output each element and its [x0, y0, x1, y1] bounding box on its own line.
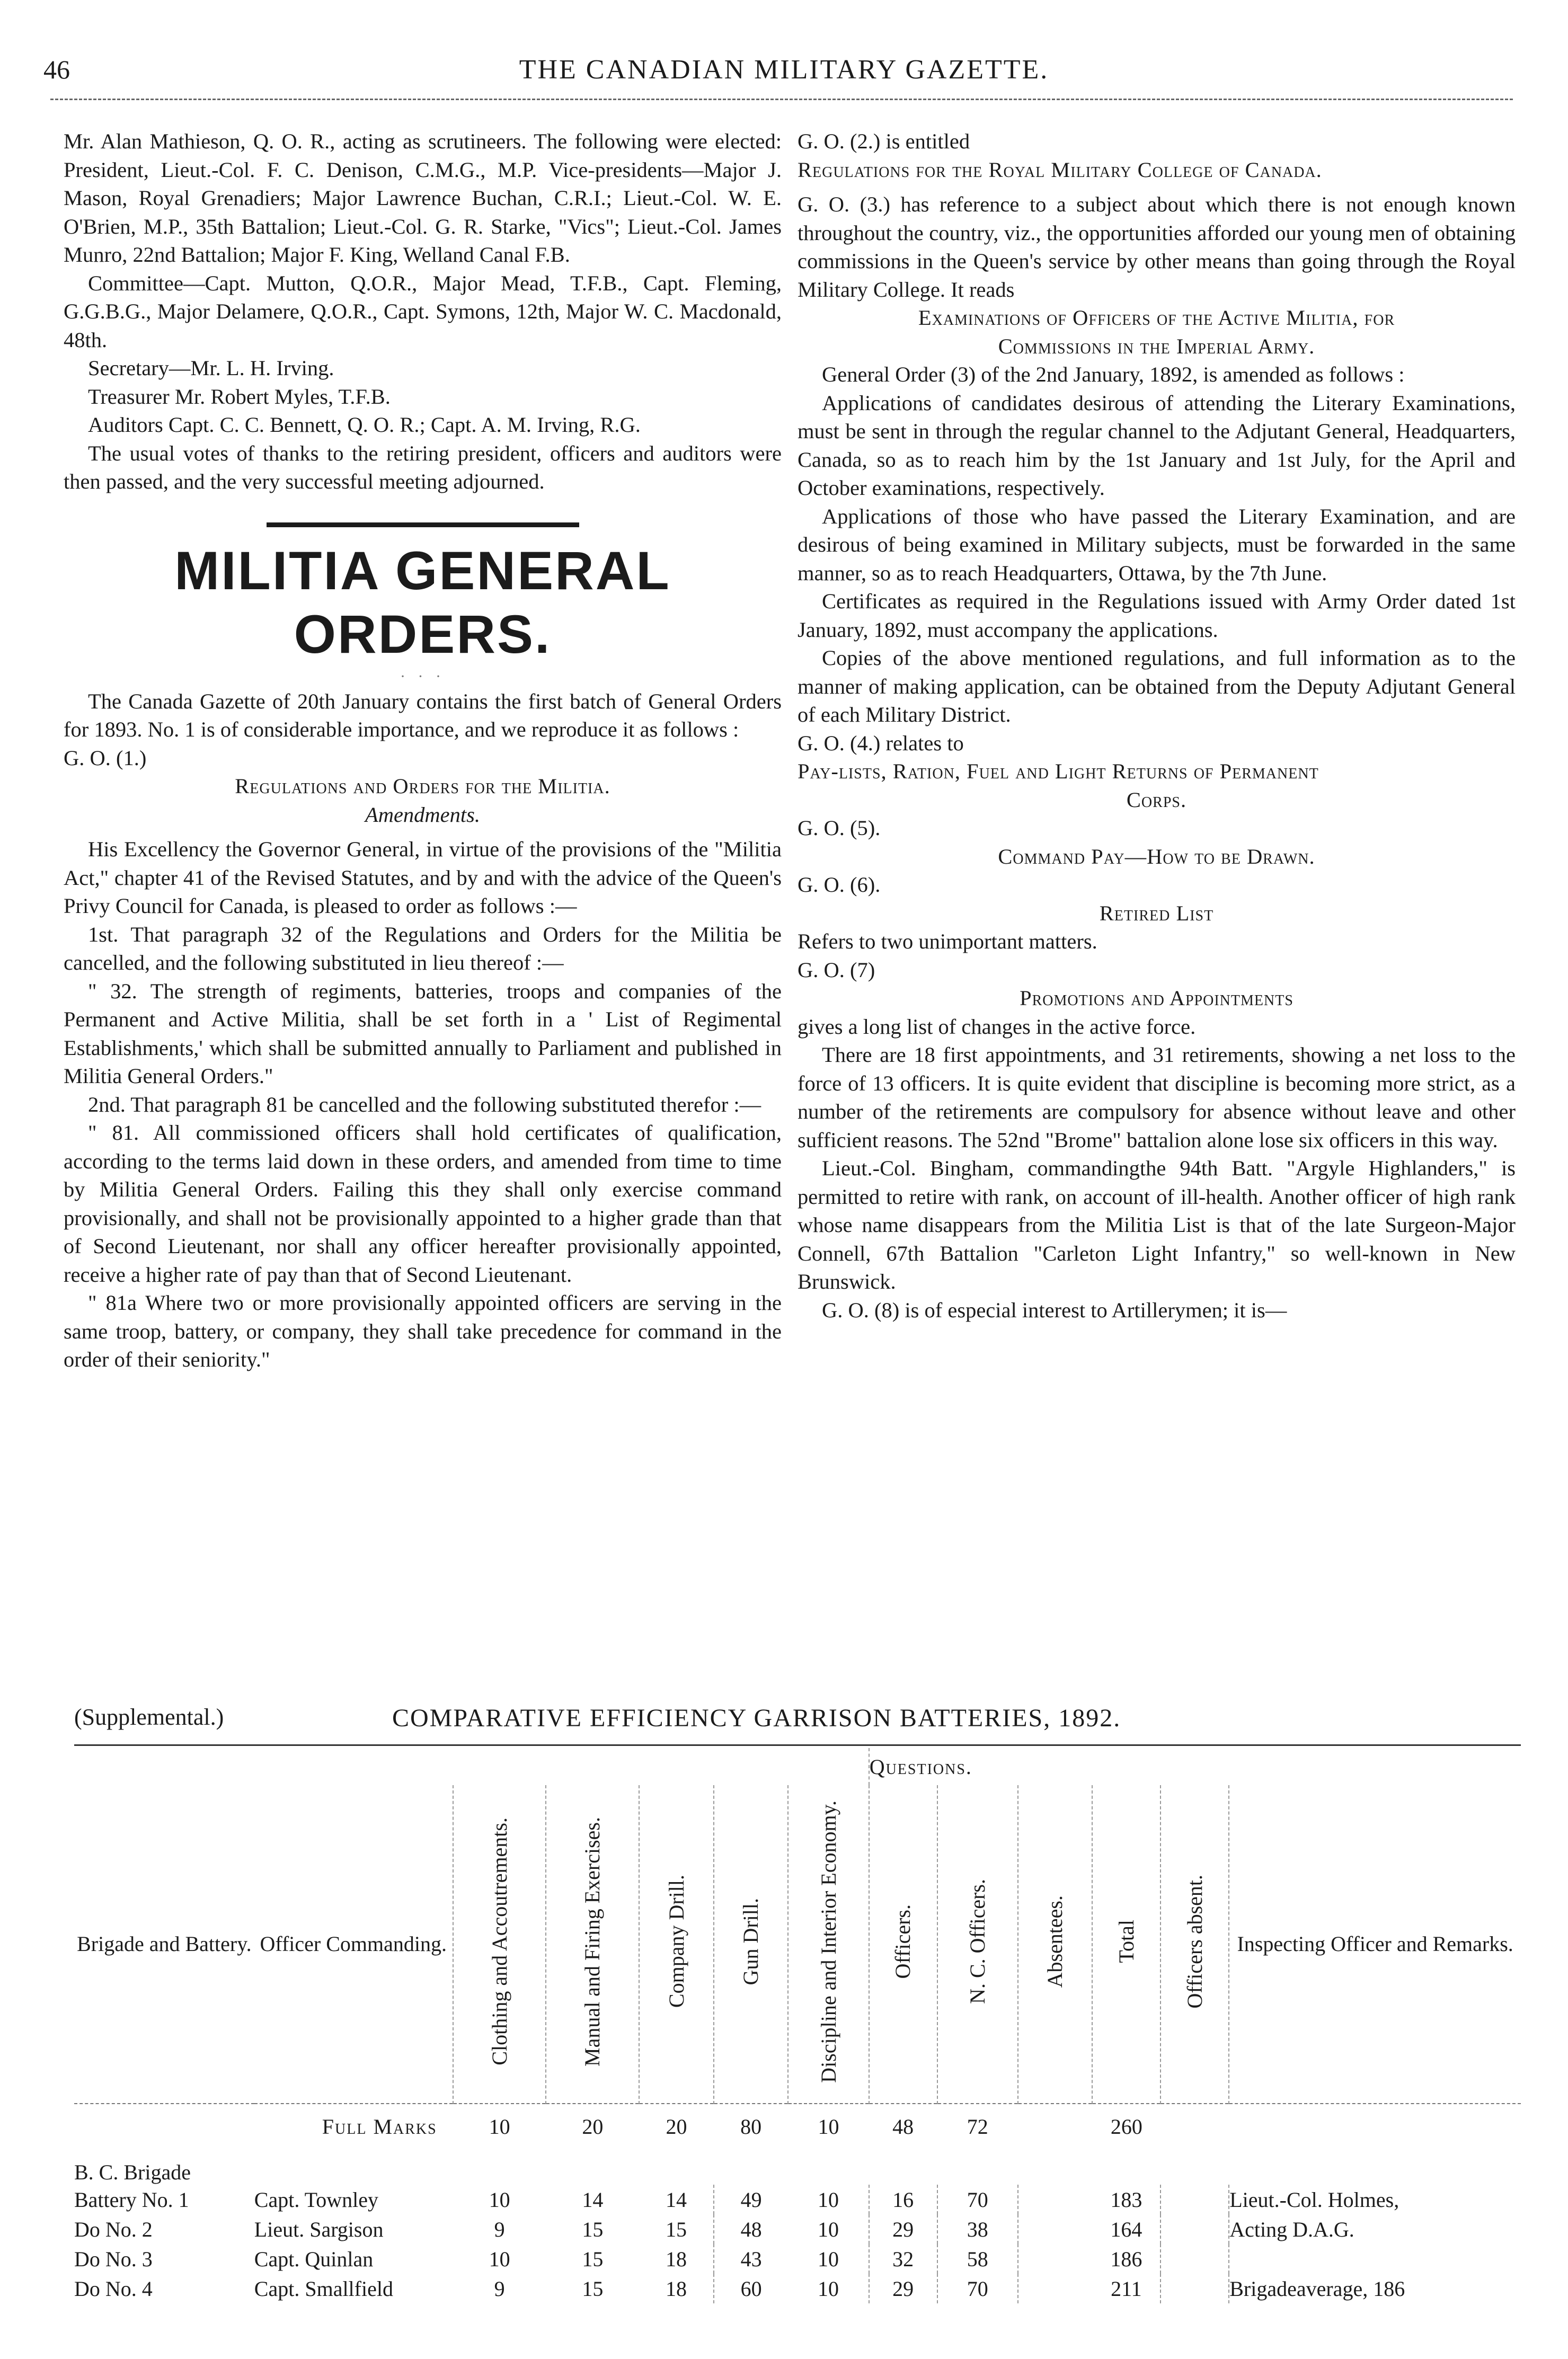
page-number: 46 — [43, 55, 70, 84]
table-cell-oa — [1161, 2185, 1229, 2214]
excellency-paragraph: His Excellency the Governor General, in virtue of the provisions of the "Militia Act," chapter 41 of the Revised Statutes, and by and with the advice of the Queen's Privy Council for Canada, is pleased to order as follows :— — [64, 837, 782, 918]
go3-title-line2: Commissions in the Imperial Army. — [998, 334, 1315, 358]
col-total: Total — [1092, 1785, 1161, 2104]
passed-paragraph: Applications of those who have passed the Literary Examination, and are desirous of being examined in Military subjects, must be forwarded in the same manner, so as to reach Headquarters, Ottawa, by the 7th June. — [798, 504, 1516, 585]
brigade-name: B. C. Brigade — [74, 2160, 191, 2184]
col-gun: Gun Drill. — [714, 1785, 789, 2104]
general-order-paragraph: General Order (3) of the 2nd January, 1892, is amended as follows : — [822, 362, 1405, 386]
table-caption — [0, 1704, 1568, 1741]
go7-title: Promotions and Appointments — [1020, 986, 1294, 1010]
go4-label: G. O. (4.) relates to — [798, 731, 964, 755]
go8-paragraph: G. O. (8) is of especial interest to Artillerymen; it is— — [822, 1298, 1287, 1322]
col-absentees: Absentees. — [1018, 1785, 1093, 2104]
table-cell-clothing: 9 — [494, 2276, 505, 2301]
table-header-row — [74, 1785, 1521, 2104]
table-cell-discipline: 10 — [818, 2217, 839, 2241]
go2-title: Regulations for the Royal Military College of Canada. — [798, 157, 1322, 182]
go1-subtitle: Amendments. — [365, 802, 481, 827]
col-manual: Manual and Firing Exercises. — [546, 1785, 639, 2104]
refers-line: Refers to two unimportant matters. — [798, 929, 1097, 953]
table-cell-total: 186 — [1110, 2247, 1142, 2271]
table-cell-company: 14 — [666, 2187, 687, 2212]
col-officers-absent: Officers absent. — [1161, 1785, 1229, 2104]
col-officers: Officers. — [869, 1785, 937, 2104]
table-cell-nco: 38 — [937, 2214, 1018, 2244]
second-paragraph: 2nd. That paragraph 81 be cancelled and the following substituted therefor :— — [88, 1092, 761, 1116]
table-cell-oa — [1161, 2214, 1229, 2244]
go3-paragraph: G. O. (3.) has reference to a subject about which there is not enough known throughout the country, viz., the opportunities afforded our young men of obtaining commissions in the Queen's service by other means than going through the Royal Military College. It reads — [798, 192, 1516, 301]
full-marks-cell: 20 — [582, 2114, 604, 2139]
applications-paragraph: Applications of candidates desirous of attending the Literary Examinations, must be sent in through the regular channel to the Adjutant General, Headquarters, Canada, so as to reach him by the 1st January and 1st July, for the April and October examinations, respectively. — [798, 391, 1516, 500]
table-cell-manual: 14 — [582, 2187, 604, 2212]
first-paragraph: 1st. That paragraph 32 of the Regulations and Orders for the Militia be cancelled, and the following substituted in lieu thereof :— — [64, 922, 782, 974]
table-cell-battery: Do No. 3 — [74, 2247, 153, 2271]
table-cell-total: 211 — [1111, 2276, 1142, 2301]
table-cell-officers: 29 — [869, 2214, 937, 2244]
go6-title: Retired List — [1099, 901, 1214, 925]
table-cell-nco: 70 — [937, 2185, 1018, 2214]
table-cell-remarks — [1229, 2244, 1521, 2274]
table-cell-abs — [1018, 2185, 1093, 2214]
table-row — [74, 2214, 1521, 2244]
table-cell-discipline: 10 — [818, 2187, 839, 2212]
full-marks-cell: 10 — [489, 2114, 510, 2139]
col-remarks: Inspecting Officer and Remarks. — [1229, 1785, 1521, 2104]
table-cell-battery: Battery No. 1 — [74, 2187, 189, 2212]
table-cell-total: 183 — [1110, 2187, 1142, 2212]
table-cell-officers: 29 — [869, 2274, 937, 2303]
supplemental-label: (Supplemental.) — [74, 1704, 224, 1730]
copies-paragraph: Copies of the above mentioned regulations, and full information as to the manner of making application, can be obtained from the Deputy Adjutant General of each Military District. — [798, 646, 1516, 726]
table-cell-gun: 48 — [714, 2214, 789, 2244]
para81a-quote: " 81a Where two or more provisionally appointed officers are serving in the same troop, battery, or company, they shall take precedence for command in the order of their seniority." — [64, 1291, 782, 1371]
table-cell-manual: 15 — [582, 2247, 604, 2271]
table-cell-oa — [1161, 2244, 1229, 2274]
bingham-paragraph: Lieut.-Col. Bingham, commandingthe 94th Batt. "Argyle Highlanders," is permitted to retire with rank, on account of ill-health. Another officer of high rank whose name disappears from the Militia List is that of the late Surgeon-Major Connell, 67th Battalion "Carleton Light Infantry," so well-known in New Brunswick. — [798, 1156, 1516, 1293]
questions-group-header: Questions. — [869, 1748, 1229, 1785]
table-row — [74, 2274, 1521, 2303]
secretary-line: Secretary—Mr. L. H. Irving. — [88, 356, 334, 380]
go3-title-line1: Examinations of Officers of the Active Militia, for — [918, 306, 1395, 330]
table-cell-officers: 16 — [869, 2185, 937, 2214]
committee-paragraph: Committee—Capt. Mutton, Q.O.R., Major Mead, T.F.B., Capt. Fleming, G.G.B.G., Major Delamere, Q.O.R., Capt. Symons, 12th, Major W. C. Macdonald, 48th. — [64, 271, 782, 352]
section-headline: MILITIA GENERAL ORDERS. — [174, 540, 671, 664]
full-marks-cell: 80 — [740, 2114, 762, 2139]
table-cell-officer: Capt. Smallfield — [254, 2276, 393, 2301]
go4-title-line2: Corps. — [1126, 787, 1187, 812]
table-cell-battery: Do No. 4 — [74, 2276, 153, 2301]
appointments-paragraph: There are 18 first appointments, and 31 retirements, showing a net loss to the force of 13 officers. It is quite evident that discipline is becoming more strict, as a number of the retirements are compulsory for absence without leave and other sufficient reasons. The 52nd "Brome" battalion alone lose six officers in this way. — [798, 1043, 1516, 1152]
table-cell-remarks: Lieut.-Col. Holmes, — [1229, 2185, 1521, 2214]
table-cell-gun: 60 — [714, 2274, 789, 2303]
table-cell-abs — [1018, 2214, 1093, 2244]
table-cell-gun: 49 — [714, 2185, 789, 2214]
intro-paragraph: The Canada Gazette of 20th January contains the first batch of General Orders for 1893. No. 1 is of considerable importance, and we reproduce it as follows : — [64, 689, 782, 741]
table-cell-remarks: Acting D.A.G. — [1229, 2214, 1521, 2244]
election-paragraph: Mr. Alan Mathieson, Q. O. R., acting as scrutineers. The following were elected: President, Lieut.-Col. F. C. Denison, C.M.G., M.P. Vice-presidents—Major J. Mason, Royal Grenadiers; Major Lawrence Buchan, C.R.I.; Lieut.-Col. W. E. O'Brien, M.P., 35th Battalion; Lieut.-Col. G. R. Starke, "Vics"; Lieut.-Col. James Munro, 22nd Battalion; Major F. King, Welland Canal F.B. — [64, 129, 782, 267]
table-cell-abs — [1018, 2244, 1093, 2274]
table-row — [74, 2185, 1521, 2214]
go1-label: G. O. (1.) — [64, 746, 147, 770]
go4-title-line1: Pay-lists, Ration, Fuel and Light Returns of Permanent — [798, 759, 1319, 783]
go7-label: G. O. (7) — [798, 957, 875, 982]
thanks-paragraph: The usual votes of thanks to the retiring president, officers and auditors were then passed, and the very successful meeting adjourned. — [64, 441, 782, 493]
table-cell-clothing: 9 — [494, 2217, 505, 2241]
table-cell-officer: Lieut. Sargison — [254, 2217, 384, 2241]
table-cell-company: 15 — [666, 2217, 687, 2241]
table-cell-manual: 15 — [582, 2276, 604, 2301]
certificates-paragraph: Certificates as required in the Regulations issued with Army Order dated 1st January, 1892, must accompany the applications. — [798, 589, 1516, 642]
gazette-title: THE CANADIAN MILITARY GAZETTE. — [519, 55, 1049, 85]
table-cell-oa — [1161, 2274, 1229, 2303]
brigade-row — [74, 2148, 1521, 2185]
col-nco: N. C. Officers. — [937, 1785, 1018, 2104]
table-cell-nco: 70 — [937, 2274, 1018, 2303]
col-discipline: Discipline and Interior Economy. — [788, 1785, 869, 2104]
table-cell-battery: Do No. 2 — [74, 2217, 153, 2241]
go5-label: G. O. (5). — [798, 816, 881, 840]
full-marks-cell: 10 — [818, 2114, 839, 2139]
table-cell-company: 18 — [666, 2276, 687, 2301]
table-cell-officers: 32 — [869, 2244, 937, 2274]
para32-quote: " 32. The strength of regiments, batteries, troops and companies of the Permanent and Active Militia, shall be set forth in a ' List of Regimental Establishments,' which shall be submitted annually to Parliament and published in Militia General Orders." — [64, 979, 782, 1088]
go2-label: G. O. (2.) is entitled — [798, 129, 970, 153]
headline-ornament: · · · — [400, 667, 445, 685]
table-cell-total: 164 — [1110, 2217, 1142, 2241]
full-marks-cell: 20 — [666, 2114, 687, 2139]
table-cell-company: 18 — [666, 2247, 687, 2271]
table-cell-manual: 15 — [582, 2217, 604, 2241]
col-brigade: Brigade and Battery. — [77, 1932, 252, 1956]
full-marks-cell: 260 — [1110, 2114, 1142, 2139]
table-title: COMPARATIVE EFFICIENCY GARRISON BATTERIES, 1892. — [392, 1704, 1121, 1732]
go1-title: Regulations and Orders for the Militia. — [235, 774, 610, 798]
efficiency-table — [74, 1744, 1521, 2303]
table-row — [74, 2244, 1521, 2274]
table-cell-discipline: 10 — [818, 2247, 839, 2271]
table-cell-gun: 43 — [714, 2244, 789, 2274]
table-cell-officer: Capt. Quinlan — [254, 2247, 374, 2271]
table-cell-discipline: 10 — [818, 2276, 839, 2301]
left-column — [64, 127, 782, 1374]
table-cell-nco: 58 — [937, 2244, 1018, 2274]
header-rule — [50, 99, 1513, 100]
table-cell-clothing: 10 — [489, 2247, 510, 2271]
para81-quote: " 81. All commissioned officers shall hold certificates of qualification, according to the terms laid down in these orders, and amended from time to time by Militia General Orders. Failing this they shall only exercise command provisionally, and shall not be provisionally appointed to a higher grade than that of Second Lieutenant, nor shall any officer hereafter provisionally appointed, receive a higher rate of pay than that of Second Lieutenant. — [64, 1121, 782, 1287]
col-clothing: Clothing and Accoutrements. — [453, 1785, 546, 2104]
auditors-paragraph: Auditors Capt. C. C. Bennett, Q. O. R.; Capt. A. M. Irving, R.G. — [88, 413, 641, 437]
full-marks-cell: 72 — [967, 2114, 988, 2139]
go5-title: Command Pay—How to be Drawn. — [998, 844, 1315, 868]
go6-label: G. O. (6). — [798, 873, 881, 897]
table-cell-officer: Capt. Townley — [254, 2187, 378, 2212]
table-cell-remarks: Brigadeaverage, 186 — [1229, 2274, 1521, 2303]
section-divider — [267, 522, 579, 527]
full-marks-row — [74, 2105, 1521, 2148]
full-marks-cell: 48 — [892, 2114, 914, 2139]
treasurer-line: Treasurer Mr. Robert Myles, T.F.B. — [88, 384, 391, 409]
col-officer: Officer Commanding. — [260, 1932, 447, 1956]
page-header — [0, 49, 1568, 86]
full-marks-label: Full Marks — [322, 2114, 437, 2139]
table-cell-clothing: 10 — [489, 2187, 510, 2212]
questions-group-row — [74, 1748, 1521, 1785]
gives-line: gives a long list of changes in the active force. — [798, 1014, 1196, 1039]
right-column — [798, 127, 1516, 1324]
battery-rows — [74, 2185, 1521, 2303]
table-cell-abs — [1018, 2274, 1093, 2303]
col-company: Company Drill. — [639, 1785, 714, 2104]
